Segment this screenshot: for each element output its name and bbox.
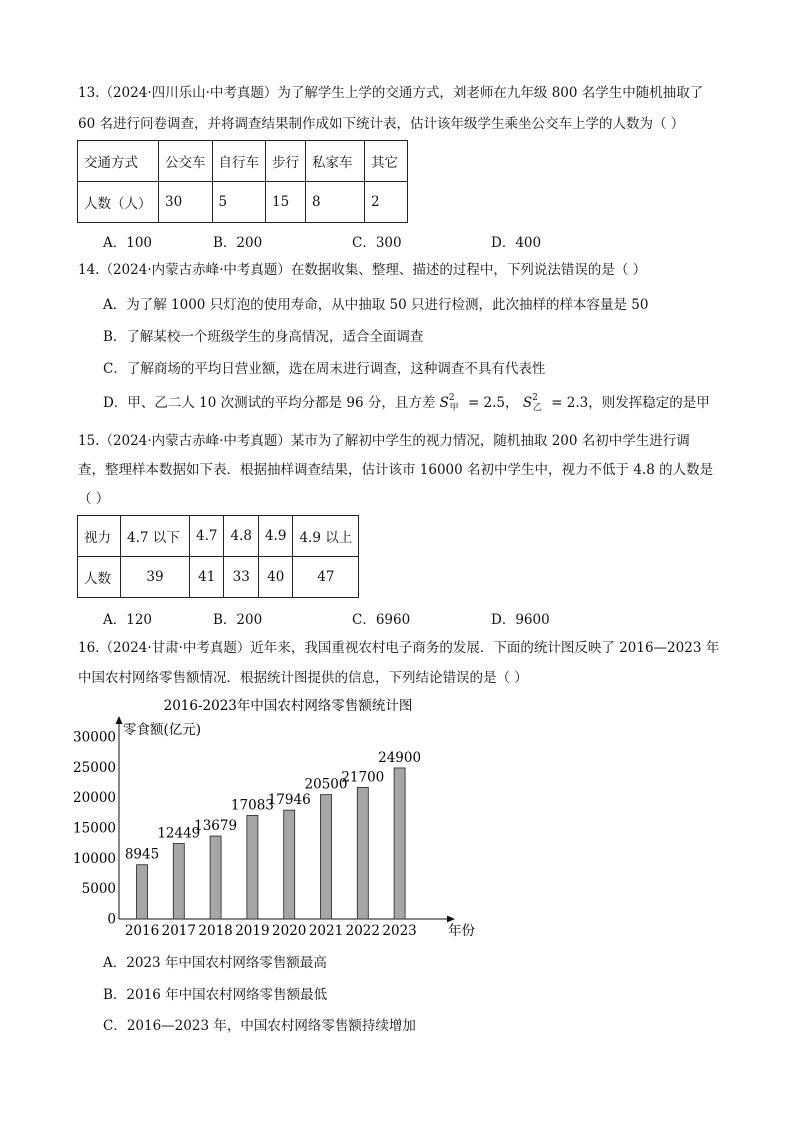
x-tick-label: 2016: [124, 923, 160, 939]
table-cell: 2: [365, 182, 408, 223]
bar-chart: [70, 692, 490, 942]
bar-value-label: 13679: [194, 818, 238, 835]
bar-2016: [137, 865, 148, 919]
y-tick-label: 5000: [81, 881, 116, 898]
q14-option-a: A．为了解 1000 只灯泡的使用寿命，从中抽取 50 只进行检测，此次抽样的样本容量是 50: [103, 297, 649, 313]
separator: ，: [505, 395, 519, 411]
q15-option-a: A．120: [103, 612, 153, 628]
q15-line1: 15.（2024·内蒙古赤峰·中考真题）某市为了解初中学生的视力情况，随机抽取 200 名初中学生进行调: [78, 433, 690, 449]
x-tick-label: 2020: [272, 923, 307, 939]
q14-option-d-suffix: ，则发挥稳定的是甲: [588, 395, 710, 411]
table-cell: 步行: [266, 141, 306, 182]
bar-value-label: 12449: [157, 825, 201, 842]
table-cell: 30: [159, 182, 213, 223]
bar-value-label: 17946: [267, 792, 311, 809]
bar-2022: [357, 787, 368, 919]
x-tick-label: 2017: [161, 923, 196, 939]
y-tick-label: 15000: [73, 820, 116, 837]
superscript: 2: [532, 393, 538, 403]
table-cell: 4.7 以下: [121, 516, 190, 557]
bar-value-label: 20500: [304, 776, 348, 793]
bar-2019: [247, 815, 258, 919]
table-cell: 15: [266, 182, 306, 223]
table-cell: 39: [121, 557, 190, 598]
table-cell: 其它: [365, 141, 408, 182]
q13-option-a: A．100: [103, 235, 153, 251]
bar-value-label: 17083: [230, 797, 274, 814]
q15-option-d: D．9600: [491, 612, 550, 628]
q14-option-d: [103, 391, 710, 411]
q13-line1: 13.（2024·四川乐山·中考真题）为了解学生上学的交通方式，刘老师在九年级 800 名学生中随机抽取了: [78, 85, 704, 101]
table-row: [78, 182, 408, 223]
table-cell: 4.9 以上: [293, 516, 359, 557]
table-cell: 交通方式: [78, 141, 159, 182]
table-cell: 4.7: [190, 516, 224, 557]
table-cell: 47: [293, 557, 359, 598]
table-cell: 私家车: [306, 141, 365, 182]
q14-option-d-prefix: D．甲、乙二人 10 次测试的平均分都是 96 分，且方差: [103, 395, 436, 411]
table-cell: 人数（人）: [78, 182, 159, 223]
q15-line3: （ ）: [78, 491, 110, 507]
table-cell: 41: [190, 557, 224, 598]
bar-2023: [394, 768, 405, 919]
table-cell: 人数: [78, 557, 121, 598]
table-cell: 40: [258, 557, 292, 598]
subscript: 乙: [532, 403, 542, 413]
q15-option-c: C．6960: [352, 612, 411, 628]
bar-value-label: 21700: [341, 769, 385, 786]
q13-option-d: D．400: [491, 235, 542, 251]
superscript: 2: [448, 393, 455, 403]
q13-option-c: C．300: [352, 235, 402, 251]
variance-symbol: $S^2_乙$: [522, 393, 542, 413]
table-cell: 33: [224, 557, 258, 598]
q15-option-b: B．200: [213, 612, 263, 628]
x-axis-label: 年份: [448, 923, 475, 939]
x-tick-label: 2018: [198, 923, 233, 939]
table-cell: 4.9: [258, 516, 292, 557]
bar-2017: [173, 843, 184, 919]
y-tick-label: 10000: [73, 850, 116, 867]
q16-line2: 中国农村网络零售额情况．根据统计图提供的信息，下列结论错误的是（ ）: [78, 670, 528, 686]
table-cell: 8: [306, 182, 365, 223]
y-tick-label: 25000: [73, 759, 116, 776]
y-tick-label: 30000: [73, 729, 116, 746]
q14-option-b: B．了解某校一个班级学生的身高情况，适合全面调查: [103, 329, 424, 345]
q14-option-c: C．了解商场的平均日营业额，选在周末进行调查，这种调查不具有代表性: [103, 361, 546, 377]
x-tick-label: 2019: [235, 923, 270, 939]
table-cell: 视力: [78, 516, 121, 557]
bar-value-label: 8945: [124, 846, 160, 863]
q16-line1: 16.（2024·甘肃·中考真题）近年来，我国重视农村电子商务的发展．下面的统计图反映了 2016—2023 年: [78, 640, 720, 656]
variance-value-jia: = 2.5: [467, 395, 506, 411]
x-tick-label: 2022: [345, 923, 380, 939]
table-cell: 4.8: [224, 516, 258, 557]
q13-line2: 60 名进行问卷调查，并将调查结果制作成如下统计表，估计该年级学生乘坐公交车上学的人数为（ ）: [78, 116, 685, 132]
q14-line1: 14.（2024·内蒙古赤峰·中考真题）在数据收集、整理、描述的过程中，下列说法错误的是（ ）: [78, 262, 647, 278]
table-row: [78, 557, 359, 598]
variance-value-yi: = 2.3: [551, 395, 589, 411]
table-cell: 公交车: [159, 141, 213, 182]
q16-option-c: C．2016—2023 年，中国农村网络零售额持续增加: [103, 1018, 416, 1034]
y-tick-label: 0: [107, 911, 116, 928]
bar-2020: [284, 810, 295, 919]
y-axis-arrow: [116, 716, 123, 724]
q16-option-b: B．2016 年中国农村网络零售额最低: [103, 987, 328, 1003]
bar-2018: [210, 836, 221, 919]
table-row: [78, 516, 359, 557]
table-row: [78, 141, 408, 182]
y-tick-label: 20000: [73, 790, 116, 807]
bar-2021: [321, 795, 332, 919]
variance-symbol: $S^2_甲$: [439, 393, 459, 413]
table-cell: 5: [212, 182, 266, 223]
bar-value-label: 24900: [378, 749, 422, 766]
x-tick-label: 2021: [308, 923, 344, 939]
x-tick-label: 2023: [382, 923, 417, 939]
table-cell: 自行车: [212, 141, 266, 182]
q13-option-b: B．200: [213, 235, 263, 251]
q13-table: [77, 140, 408, 223]
subscript: 甲: [449, 403, 459, 413]
q15-table: [77, 515, 359, 598]
y-axis-label: 零食额(亿元): [123, 722, 202, 738]
chart-title: 2016-2023年中国农村网络零售额统计图: [163, 698, 413, 714]
x-axis-arrow: [447, 916, 455, 923]
q15-line2: 查，整理样本数据如下表．根据抽样调查结果，估计该市 16000 名初中学生中，视力不低于 4.8 的人数是: [78, 462, 714, 478]
q16-option-a: A．2023 年中国农村网络零售额最高: [103, 955, 327, 971]
